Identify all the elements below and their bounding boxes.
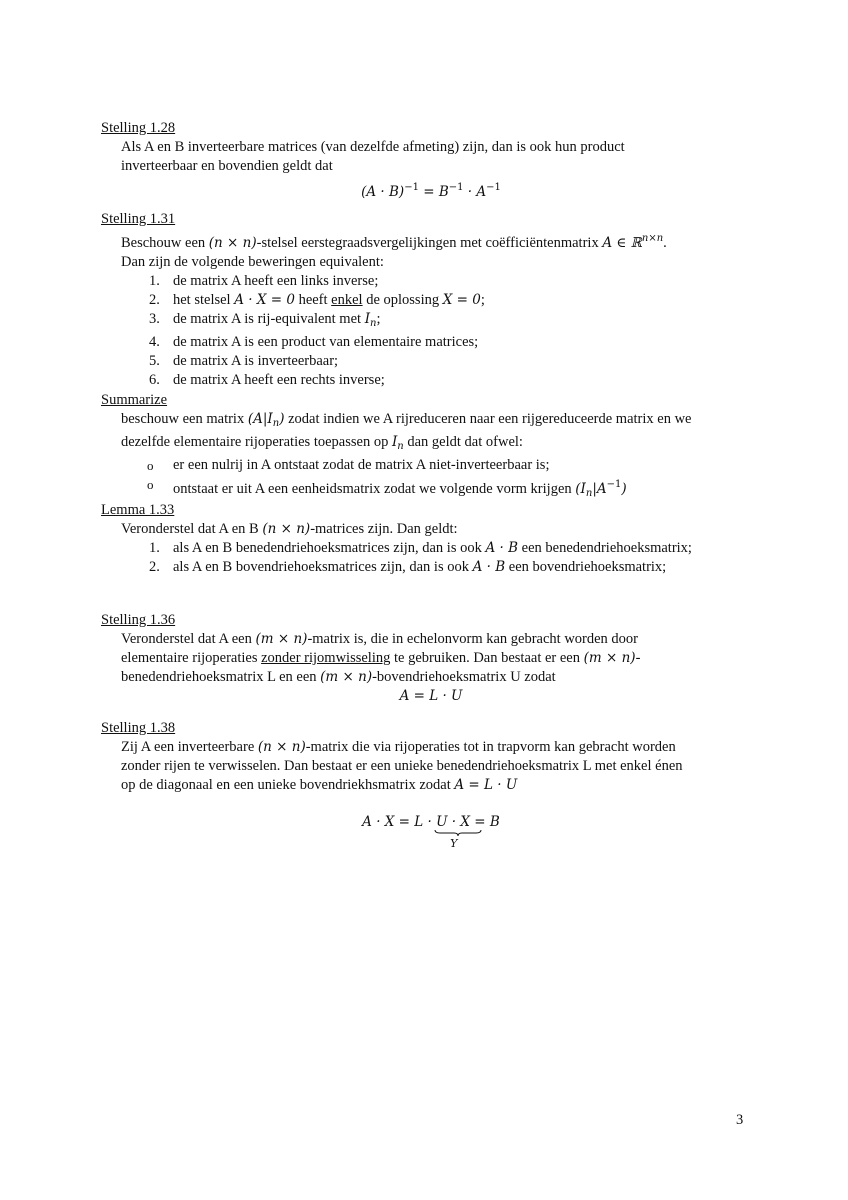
section-heading: Stelling 1.36 xyxy=(101,612,176,628)
list-item: 5. de matrix A is inverteerbaar; xyxy=(149,353,339,369)
paragraph-line: elementaire rijoperaties zonder rijomwisseling te gebruiken. Dan bestaat er een (m × n)- xyxy=(121,650,641,666)
paragraph-line: Veronderstel dat A een (m × n)-matrix is, die in echelonvorm kan gebracht worden door xyxy=(121,631,639,647)
paragraph-line: beschouw een matrix $(A|I_n)$ zodat indien we A rijreduceren naar een rijgereduceerde matrix en we xyxy=(121,411,692,429)
underbrace-group: U · X Y xyxy=(436,813,470,832)
formula: A = L · U xyxy=(399,688,463,704)
section-heading: Summarize xyxy=(101,392,168,408)
paragraph-line: benedendriehoeksmatrix L en een (m × n)-bovendriehoeksmatrix U zodat xyxy=(121,669,556,685)
paragraph-line: Als A en B inverteerbare matrices (van dezelfde afmeting) zijn, dan is ook hun product xyxy=(121,139,625,155)
lemma-1-33 xyxy=(101,501,761,577)
formula: $(A \cdot B)^{-1} = B^{-1} \cdot A^{-1}$ xyxy=(361,182,501,200)
page-number: 3 xyxy=(736,1112,744,1128)
stelling-1-31 xyxy=(101,210,761,390)
list-item: 4. de matrix A is een product van elementaire matrices; xyxy=(149,334,479,350)
paragraph-line: dezelfde elementaire rijoperaties toepassen op $I_n$ dan geldt dat ofwel: xyxy=(121,434,523,452)
paragraph-line: inverteerbaar en bovendien geldt dat xyxy=(121,158,333,174)
paragraph-line: Beschouw een (n × n)-stelsel eerstegraadsvergelijkingen met coëfficiëntenmatrix A ∈ ℝ$^{n\times n}$. xyxy=(121,233,667,251)
list-item: 3. de matrix A is rij-equivalent met $I_n$; xyxy=(149,311,381,329)
summarize xyxy=(101,391,761,503)
list-item: 1. de matrix A heeft een links inverse; xyxy=(149,273,379,289)
list-item: 1. als A en B benedendriehoeksmatrices zijn, dan is ook A · B een benedendriehoeksmatrix; xyxy=(149,540,692,556)
list-item: 2. als A en B bovendriehoeksmatrices zijn, dan is ook A · B een bovendriehoeksmatrix; xyxy=(149,559,667,575)
paragraph-line: op de diagonaal en een unieke bovendriekhsmatrix zodat A = L · U xyxy=(121,777,518,793)
section-heading: Stelling 1.28 xyxy=(101,120,176,136)
paragraph-line: Veronderstel dat A en B (n × n)-matrices zijn. Dan geldt: xyxy=(121,521,458,537)
list-item: 2. het stelsel A · X = 0 heeft enkel de oplossing X = 0; xyxy=(149,292,485,308)
section-heading: Stelling 1.31 xyxy=(101,211,176,227)
stelling-1-38 xyxy=(101,719,761,850)
list-item: o ontstaat er uit A een eenheidsmatrix zodat we volgende vorm krijgen $(I_n|A^{-1})$ xyxy=(147,477,627,499)
stelling-1-36 xyxy=(101,611,761,706)
list-item: 6. de matrix A heeft een rechts inverse; xyxy=(149,372,385,388)
bullet-marker: o xyxy=(147,477,154,492)
list-item: o er een nulrij in A ontstaat zodat de matrix A niet-inverteerbaar is; xyxy=(147,457,550,473)
bullet-list xyxy=(121,456,761,503)
stelling-1-28 xyxy=(101,119,761,202)
paragraph-line: zonder rijen te verwisselen. Dan bestaat er een unieke benedendriehoeksmatrix L met enkel énen xyxy=(121,758,683,774)
underbrace-icon xyxy=(434,829,482,837)
paragraph-line: Dan zijn de volgende beweringen equivalent: xyxy=(121,254,384,270)
brace-label: Y xyxy=(450,837,458,850)
paragraph-line: Zij A een inverteerbare (n × n)-matrix die via rijoperaties tot in trapvorm kan gebracht worden xyxy=(121,739,676,755)
equivalence-list xyxy=(121,272,761,390)
section-heading: Stelling 1.38 xyxy=(101,720,176,736)
lemma-list xyxy=(121,539,761,577)
section-heading: Lemma 1.33 xyxy=(101,502,175,518)
formula: A · X = L · U · X Y = B xyxy=(101,813,761,832)
bullet-marker: o xyxy=(147,458,154,473)
